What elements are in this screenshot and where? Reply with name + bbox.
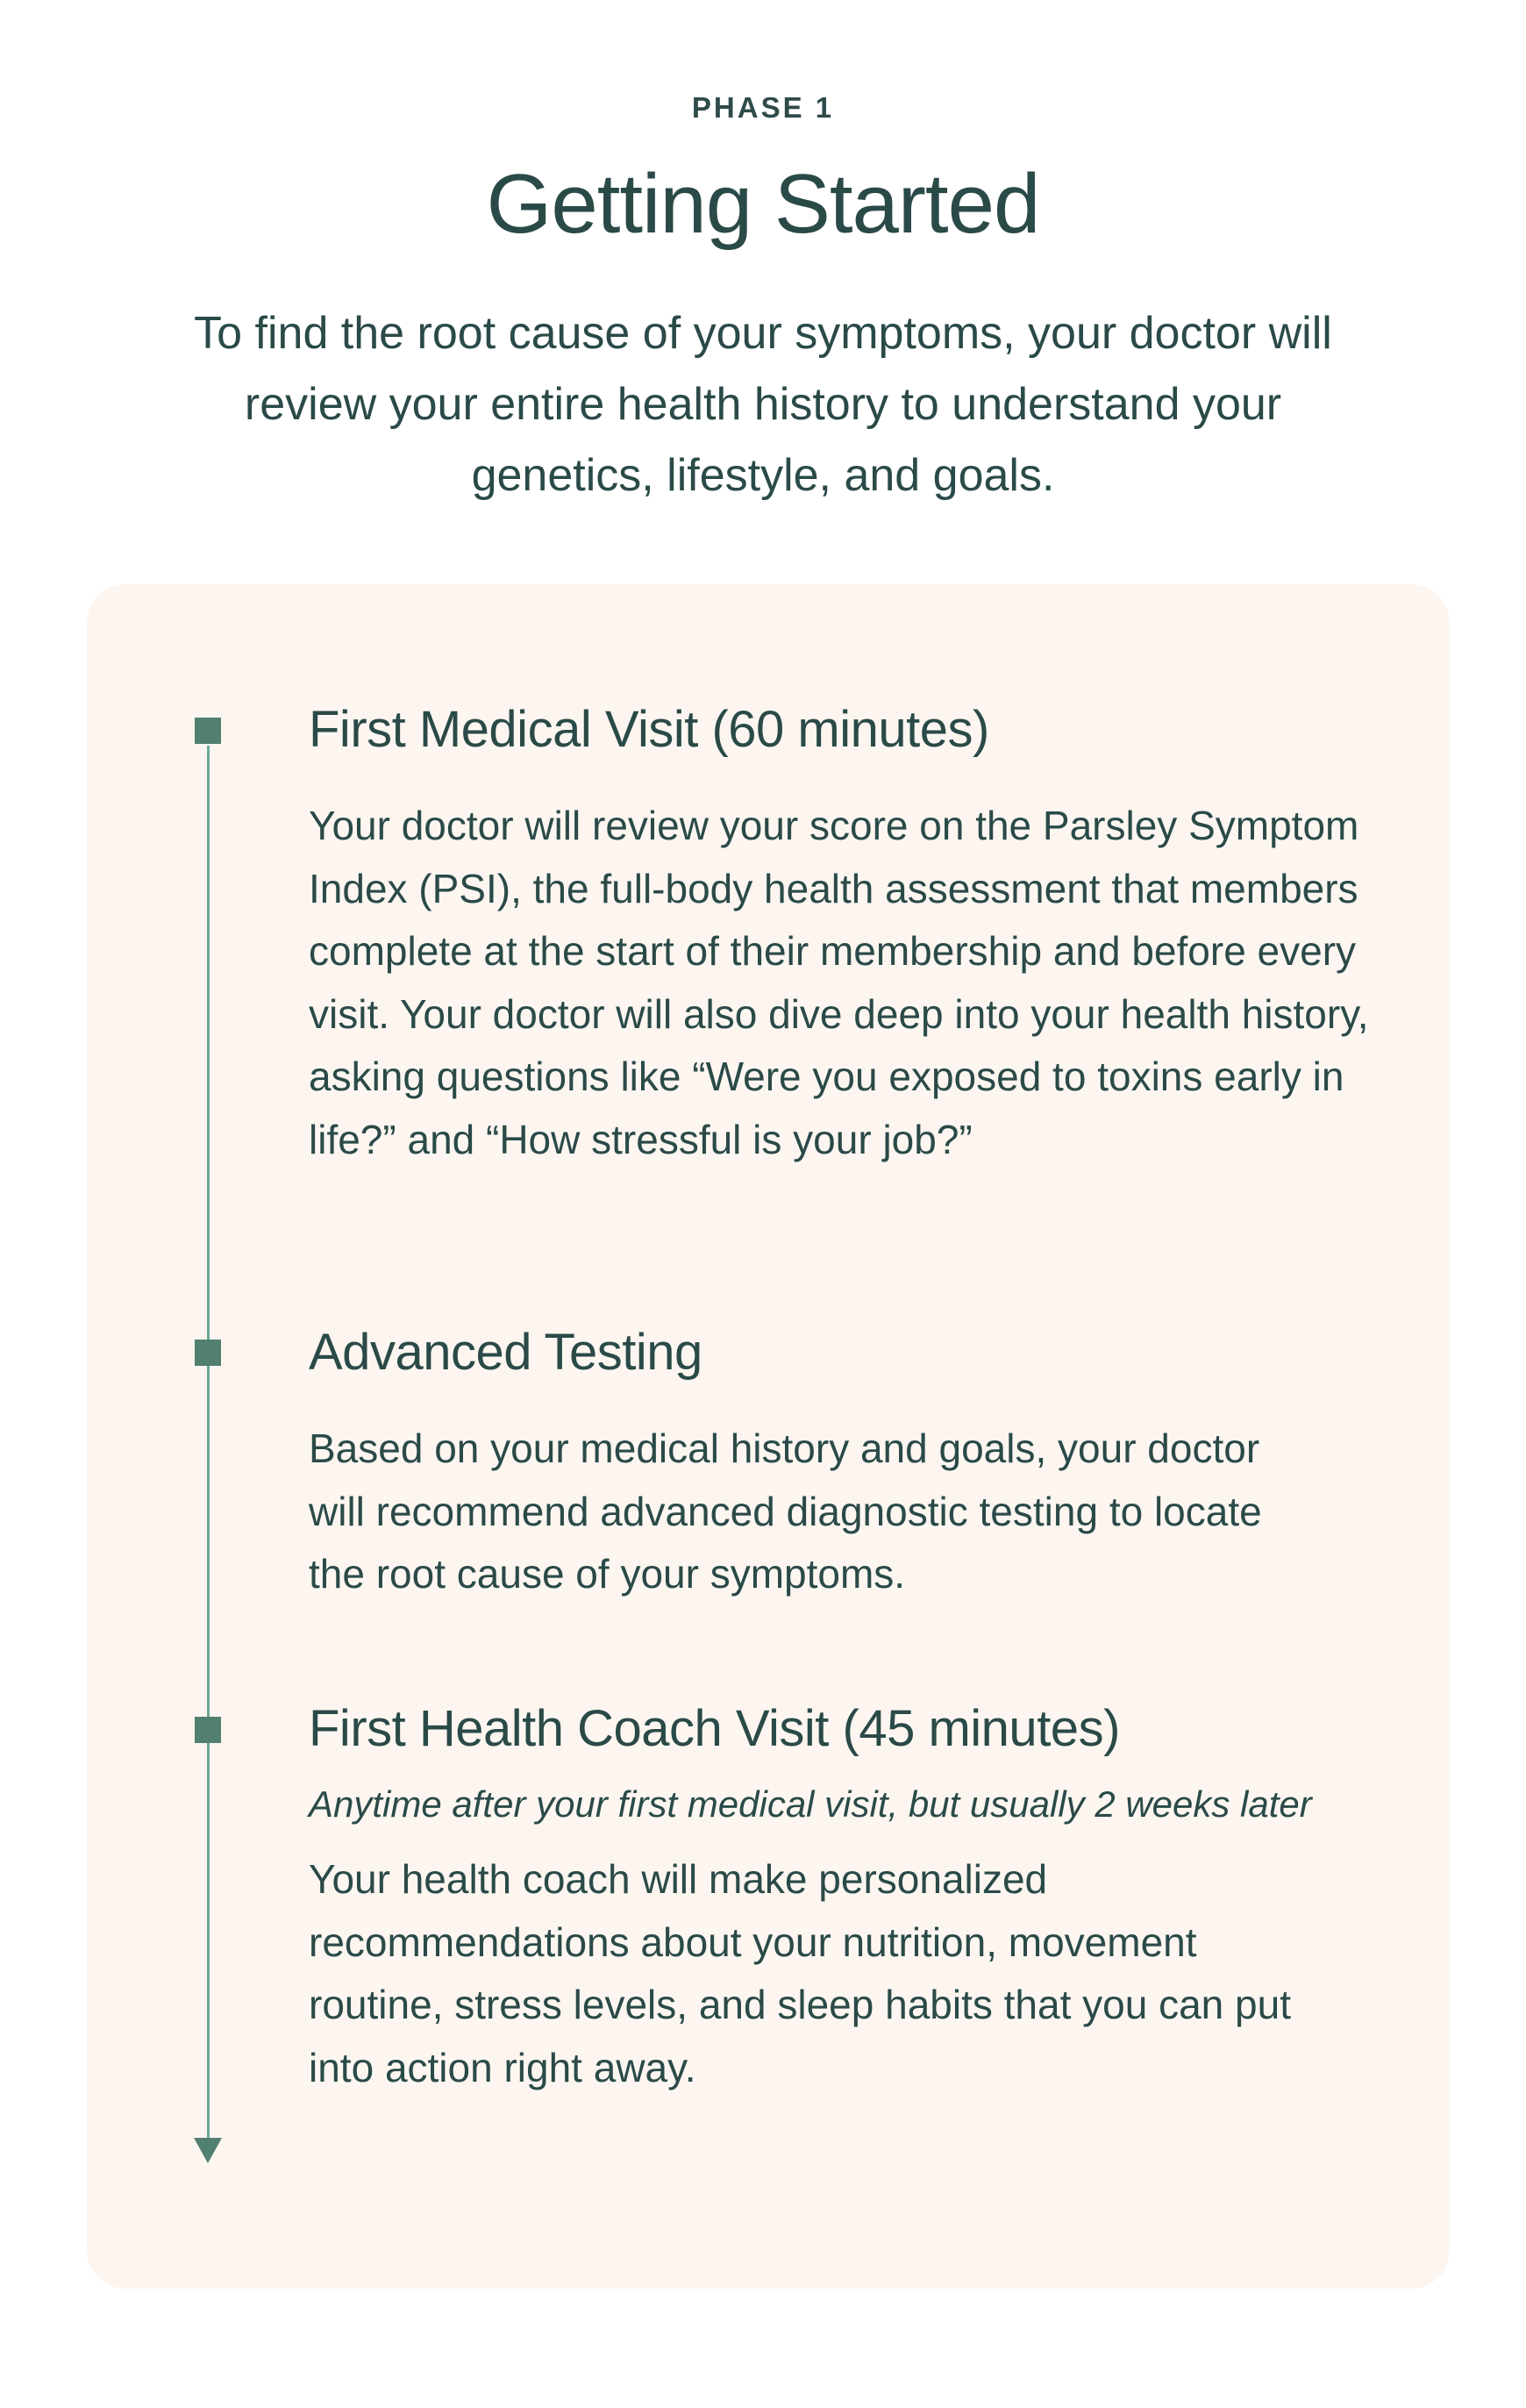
timeline-marker-3-icon: [195, 1717, 221, 1743]
phase-eyebrow: PHASE 1: [691, 91, 835, 124]
step-title: Advanced Testing: [309, 1324, 702, 1381]
step-body: Based on your medical history and goals, your doctor will recommend advanced diagnostic testing to locate the root cause of your symptoms.: [309, 1426, 1262, 1597]
timeline-step-first-health-coach-visit: [309, 1694, 1387, 2099]
step-body: Your health coach will make personalized recommendations about your nutrition, movement routine, stress levels, and sleep habits that you can put into action right away.: [309, 1856, 1291, 2090]
timeline-marker-1-icon: [195, 718, 221, 744]
intro-paragraph: To find the root cause of your symptoms, your doctor will review your entire health history to understand your genetics, lifestyle, and goals.: [194, 308, 1332, 501]
timeline-marker-2-icon: [195, 1340, 221, 1366]
timeline-step-advanced-testing: [309, 1318, 1387, 1606]
step-title: First Health Coach Visit (45 minutes): [309, 1700, 1120, 1757]
arrow-down-icon: [194, 2138, 222, 2163]
page-title: Getting Started: [486, 157, 1040, 251]
timeline-step-first-medical-visit: [309, 695, 1387, 1171]
step-title: First Medical Visit (60 minutes): [309, 701, 989, 758]
step-timing-note: Anytime after your first medical visit, but usually 2 weeks later: [309, 1783, 1312, 1825]
step-body: Your doctor will review your score on the Parsley Symptom Index (PSI), the full-body health assessment that members complete at the start of their membership and before every visit. Your doctor will also dive deep into your health history, asking questions like “Were you exposed to toxins early in life?” and “How stressful is your job?”: [309, 803, 1369, 1162]
timeline-line: [207, 746, 210, 2149]
